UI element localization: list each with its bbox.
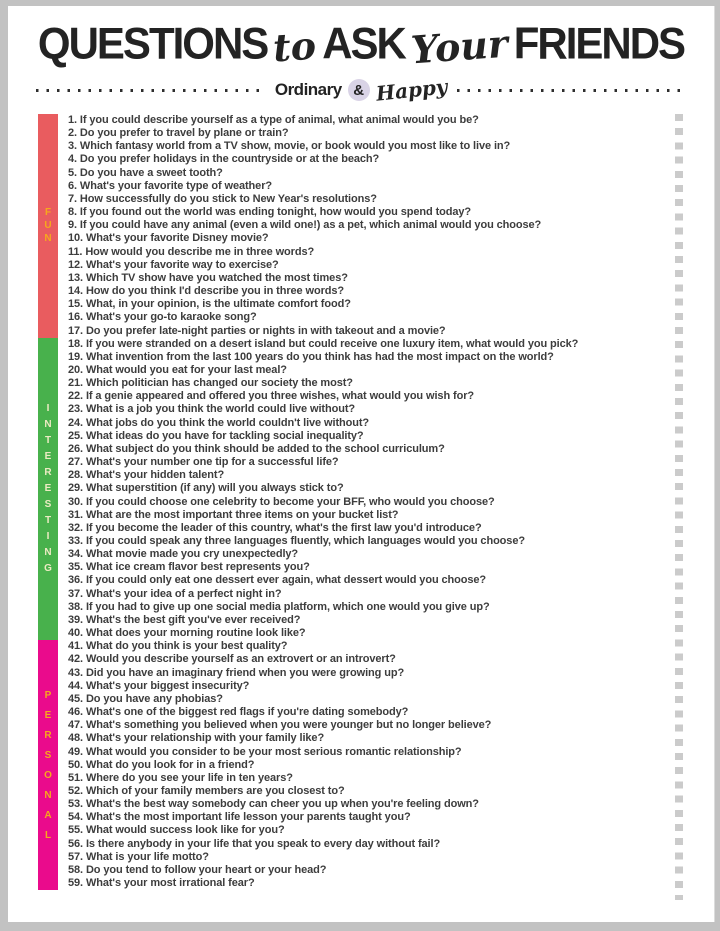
section-questions-interesting bbox=[58, 338, 578, 641]
question-item: 21. Which politician has changed our society the most? bbox=[68, 377, 353, 390]
section-bar-letter: N bbox=[44, 789, 52, 801]
question-item: 19. What invention from the last 100 years do you think has had the most impact on the world? bbox=[68, 350, 554, 363]
brand bbox=[274, 74, 449, 106]
question-item: 57. What is your life motto? bbox=[68, 850, 209, 863]
title-word-questions: QUESTIONS bbox=[37, 18, 268, 69]
question-item: 39. What's the best gift you've ever received? bbox=[68, 613, 301, 626]
section-bar-letter: T bbox=[44, 515, 52, 527]
section-bar-letter: N bbox=[44, 419, 52, 431]
question-item: 56. Is there anybody in your life that you speak to every day without fail? bbox=[68, 837, 441, 850]
question-item: 16. What's your go-to karaoke song? bbox=[68, 311, 257, 324]
section-fun bbox=[38, 114, 714, 338]
section-bar-letter: A bbox=[44, 809, 52, 821]
question-item: 48. What's your relationship with your family like? bbox=[68, 732, 325, 745]
title-word-to: to bbox=[271, 22, 318, 71]
section-bar-letter: U bbox=[44, 220, 52, 232]
question-item: 32. If you become the leader of this country, what's the first law you'd introduce? bbox=[68, 521, 482, 534]
question-item: 35. What ice cream flavor best represents you? bbox=[68, 561, 310, 574]
question-item: 24. What jobs do you think the world couldn't live without? bbox=[68, 416, 370, 429]
question-item: 54. What's the most important life lesson your parents taught you? bbox=[68, 811, 411, 824]
section-bar-letter: T bbox=[44, 435, 52, 447]
question-item: 11. How would you describe me in three words? bbox=[68, 245, 315, 258]
question-item: 20. What would you eat for your last meal? bbox=[68, 363, 287, 376]
question-item: 6. What's your favorite type of weather? bbox=[68, 179, 272, 192]
dotted-line-left bbox=[36, 89, 265, 92]
question-item: 12. What's your favorite way to exercise? bbox=[68, 258, 279, 271]
question-item: 38. If you had to give up one social media platform, which one would you give up? bbox=[68, 600, 490, 613]
question-item: 23. What is a job you think the world could live without? bbox=[68, 403, 356, 416]
section-bar-letter: I bbox=[46, 531, 50, 543]
section-questions-personal bbox=[58, 640, 491, 890]
question-item: 2. Do you prefer to travel by plane or train? bbox=[68, 127, 289, 140]
brand-ordinary: Ordinary bbox=[274, 80, 342, 99]
section-bar-letter: I bbox=[46, 403, 50, 415]
question-item: 37. What's your idea of a perfect night in? bbox=[68, 587, 282, 600]
question-item: 26. What subject do you think should be added to the school curriculum? bbox=[68, 442, 445, 455]
section-bar-letter: S bbox=[44, 499, 52, 511]
question-item: 8. If you found out the world was ending tonight, how would you spend today? bbox=[68, 206, 472, 219]
section-bar-letter: L bbox=[44, 829, 52, 841]
page-title bbox=[8, 18, 714, 73]
question-item: 10. What's your favorite Disney movie? bbox=[68, 232, 269, 245]
question-item: 45. Do you have any phobias? bbox=[68, 692, 223, 705]
title-word-ask: ASK bbox=[322, 18, 405, 69]
question-item: 49. What would you consider to be your most serious romantic relationship? bbox=[68, 745, 462, 758]
section-bar-fun bbox=[38, 114, 58, 338]
header bbox=[8, 6, 714, 106]
title-word-friends: FRIENDS bbox=[513, 18, 685, 69]
question-item: 33. If you could speak any three languages fluently, which languages would you choose? bbox=[68, 535, 525, 547]
section-bar-letter: R bbox=[44, 467, 52, 479]
right-dotted-border bbox=[675, 114, 683, 900]
question-item: 22. If a genie appeared and offered you three wishes, what would you wish for? bbox=[68, 390, 475, 403]
question-item: 44. What's your biggest insecurity? bbox=[68, 679, 250, 692]
question-item: 18. If you were stranded on a desert island but could receive one luxury item, what would you pick? bbox=[68, 337, 579, 350]
question-item: 27. What's your number one tip for a successful life? bbox=[68, 456, 339, 469]
question-item: 4. Do you prefer holidays in the countryside or at the beach? bbox=[68, 153, 380, 166]
question-item: 43. Did you have an imaginary friend when you were growing up? bbox=[68, 666, 405, 679]
section-bar-letter: E bbox=[44, 709, 52, 721]
question-item: 17. Do you prefer late-night parties or nights in with takeout and a movie? bbox=[68, 324, 446, 337]
question-item: 28. What's your hidden talent? bbox=[68, 469, 225, 482]
question-item: 36. If you could only eat one dessert ever again, what dessert would you choose? bbox=[68, 574, 487, 587]
question-item: 14. How do you think I'd describe you in three words? bbox=[68, 285, 345, 298]
question-item: 7. How successfully do you stick to New Year's resolutions? bbox=[68, 192, 377, 205]
section-interesting bbox=[38, 338, 714, 641]
section-bar-letter: R bbox=[44, 729, 52, 741]
section-bar-letter: N bbox=[44, 547, 52, 559]
question-item: 53. What's the best way somebody can cheer you up when you're feeling down? bbox=[68, 798, 479, 811]
section-bar-letter: S bbox=[44, 749, 52, 761]
question-item: 15. What, in your opinion, is the ultimate comfort food? bbox=[68, 298, 351, 311]
subtitle bbox=[36, 74, 686, 106]
question-item: 31. What are the most important three items on your bucket list? bbox=[68, 508, 399, 521]
section-bar-letter: N bbox=[44, 233, 52, 245]
section-questions-fun bbox=[58, 114, 541, 338]
section-personal bbox=[38, 640, 714, 890]
question-item: 3. Which fantasy world from a TV show, movie, or book would you most like to live in? bbox=[68, 140, 511, 153]
question-item: 50. What do you look for in a friend? bbox=[68, 758, 255, 771]
question-item: 41. What do you think is your best quality? bbox=[68, 640, 288, 653]
question-item: 9. If you could have any animal (even a wild one!) as a pet, which animal would you choose? bbox=[68, 219, 542, 232]
section-bar-interesting bbox=[38, 338, 58, 641]
question-item: 46. What's one of the biggest red flags if you're dating somebody? bbox=[68, 706, 409, 719]
question-item: 42. Would you describe yourself as an extrovert or an introvert? bbox=[68, 653, 396, 666]
question-item: 47. What's something you believed when you were younger but no longer believe? bbox=[68, 719, 492, 732]
question-item: 29. What superstition (if any) will you always stick to? bbox=[68, 482, 344, 495]
question-item: 30. If you could choose one celebrity to become your BFF, who would you choose? bbox=[68, 495, 495, 508]
question-item: 58. Do you tend to follow your heart or your head? bbox=[68, 863, 327, 876]
dotted-line-right bbox=[457, 89, 686, 92]
section-bar-letter: E bbox=[44, 451, 52, 463]
section-bar-personal bbox=[38, 640, 58, 890]
question-item: 59. What's your most irrational fear? bbox=[68, 877, 255, 890]
section-bar-letter: E bbox=[44, 483, 52, 495]
section-bar-letter: G bbox=[44, 563, 52, 575]
questions-list bbox=[8, 114, 714, 890]
section-bar-letter: O bbox=[44, 769, 52, 781]
brand-happy: Happy bbox=[374, 74, 449, 106]
question-item: 13. Which TV show have you watched the most times? bbox=[68, 271, 348, 284]
section-bar-letter: F bbox=[44, 207, 52, 219]
section-bar-letter: P bbox=[44, 689, 52, 701]
question-item: 5. Do you have a sweet tooth? bbox=[68, 166, 223, 179]
question-item: 40. What does your morning routine look like? bbox=[68, 627, 306, 640]
question-item: 34. What movie made you cry unexpectedly? bbox=[68, 548, 299, 561]
question-item: 25. What ideas do you have for tackling social inequality? bbox=[68, 429, 364, 442]
title-word-your: Your bbox=[409, 20, 510, 73]
document-page bbox=[8, 6, 715, 922]
question-item: 1. If you could describe yourself as a type of animal, what animal would you be? bbox=[68, 114, 479, 126]
brand-ampersand: & bbox=[348, 79, 370, 101]
question-item: 51. Where do you see your life in ten years? bbox=[68, 771, 293, 784]
question-item: 55. What would success look like for you? bbox=[68, 824, 285, 837]
question-item: 52. Which of your family members are you closest to? bbox=[68, 784, 345, 797]
